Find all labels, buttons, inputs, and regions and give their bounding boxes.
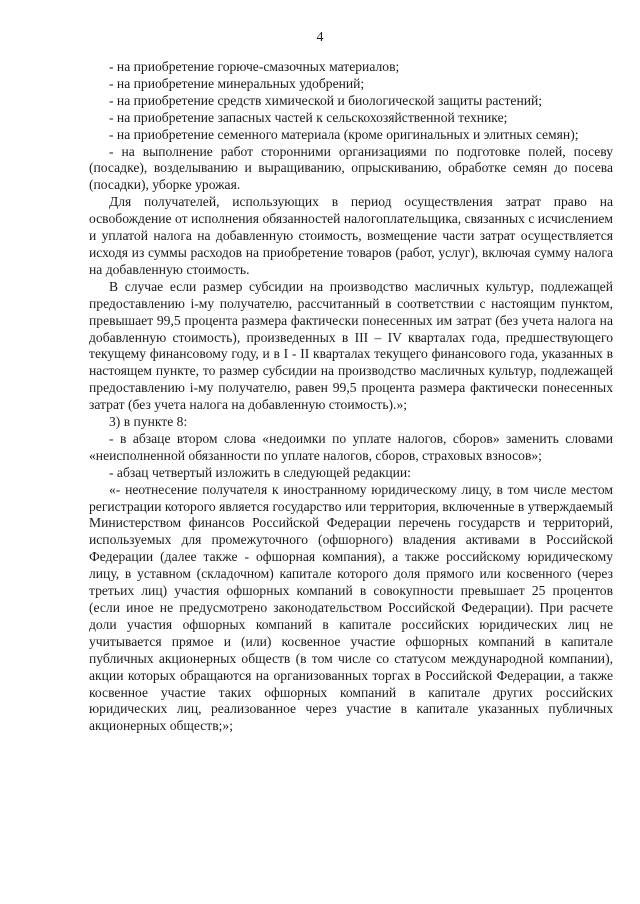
- list-item-mineral-fertilizers: - на приобретение минеральных удобрений;: [109, 75, 365, 91]
- list-item-fuel-lubricants: - на приобретение горюче-смазочных материалов;: [109, 59, 400, 74]
- list-item-third-party-works: - на выполнение работ сторонними организациями по подготовке полей, посеву (посадке), возделыванию и выращиванию, опрыскиванию, обработке семян до посева (посадки), уборке урожая.: [89, 143, 613, 193]
- paragraph-point-8: 3) в пункте 8:: [109, 414, 188, 430]
- paragraph-offshore-requirement: «- неотнесение получателя к иностранному юридическому лицу, в том числе местом регистрации которого является государство или территория, включенные в утверждаемый Министерством финансов Российской Федерации перечень государств и территорий, используемых для промежуточного (офшорного) владения активами в Российской Федерации (далее также - офшорная компания), а также российскому юридическому лицу, в уставном (складочном) капитале которого доля прямого или косвенного (через третьих лиц) участия офшорных компаний в совокупности превышает 25 процентов (если иное не предусмотрено законодательством Российской Федерации). При расчете доли участия офшорных компаний в капитале российских юридических лиц не учитывается прямое и (или) косвенное участие офшорных компаний в капитале публичных акционерных обществ (в том числе со статусом международной компании), акции которых обращаются на организованных торгах в Российской Федерации, а также косвенное участие таких офшорных компаний в капитале других российских юридических лиц, реализованное через участие в капитале указанных публичных акционерных обществ;»;: [89, 481, 613, 734]
- paragraph-oilseed-subsidy: В случае если размер субсидии на производство масличных культур, подлежащей предоставлению i-му получателю, рассчитанный в соответствии с настоящим пунктом, превышает 99,5 процента размера фактически понесенных им затрат (без учета налога на добавленную стоимость), произведенных в III – IV кварталах года, предшествующего текущему финансовому году, и в I - II кварталах текущего финансового года, указанных в настоящем пункте, то размер субсидии на производство масличных культур, подлежащей предоставлению i-му получателю, равен 99,5 процента размера фактически понесенных затрат (без учета налога на добавленную стоимость).»;: [89, 278, 613, 413]
- paragraph-amend-fourth-abzac: - абзац четвертый изложить в следующей редакции:: [109, 464, 411, 480]
- document-body: [89, 59, 613, 735]
- list-item-plant-protection: - на приобретение средств химической и биологической защиты растений;: [109, 92, 543, 108]
- paragraph-vat-exemption: Для получателей, использующих в период осуществления затрат право на освобождение от исполнения обязанностей налогоплательщика, связанных с исчислением и уплатой налога на добавленную стоимость, возмещение части затрат осуществляется исходя из суммы расходов на приобретение товаров (работ, услуг), включая сумму налога на добавленную стоимость.: [89, 194, 613, 277]
- paragraph-amend-second-abzac: - в абзаце втором слова «недоимки по уплате налогов, сборов» заменить словами «неисполненной обязанности по уплате налогов, сборов, страховых взносов»;: [89, 430, 613, 463]
- list-item-spare-parts: - на приобретение запасных частей к сельскохозяйственной технике;: [109, 109, 508, 125]
- page-number: 4: [316, 30, 324, 45]
- list-item-seed-material: - на приобретение семенного материала (кроме оригинальных и элитных семян);: [109, 126, 579, 142]
